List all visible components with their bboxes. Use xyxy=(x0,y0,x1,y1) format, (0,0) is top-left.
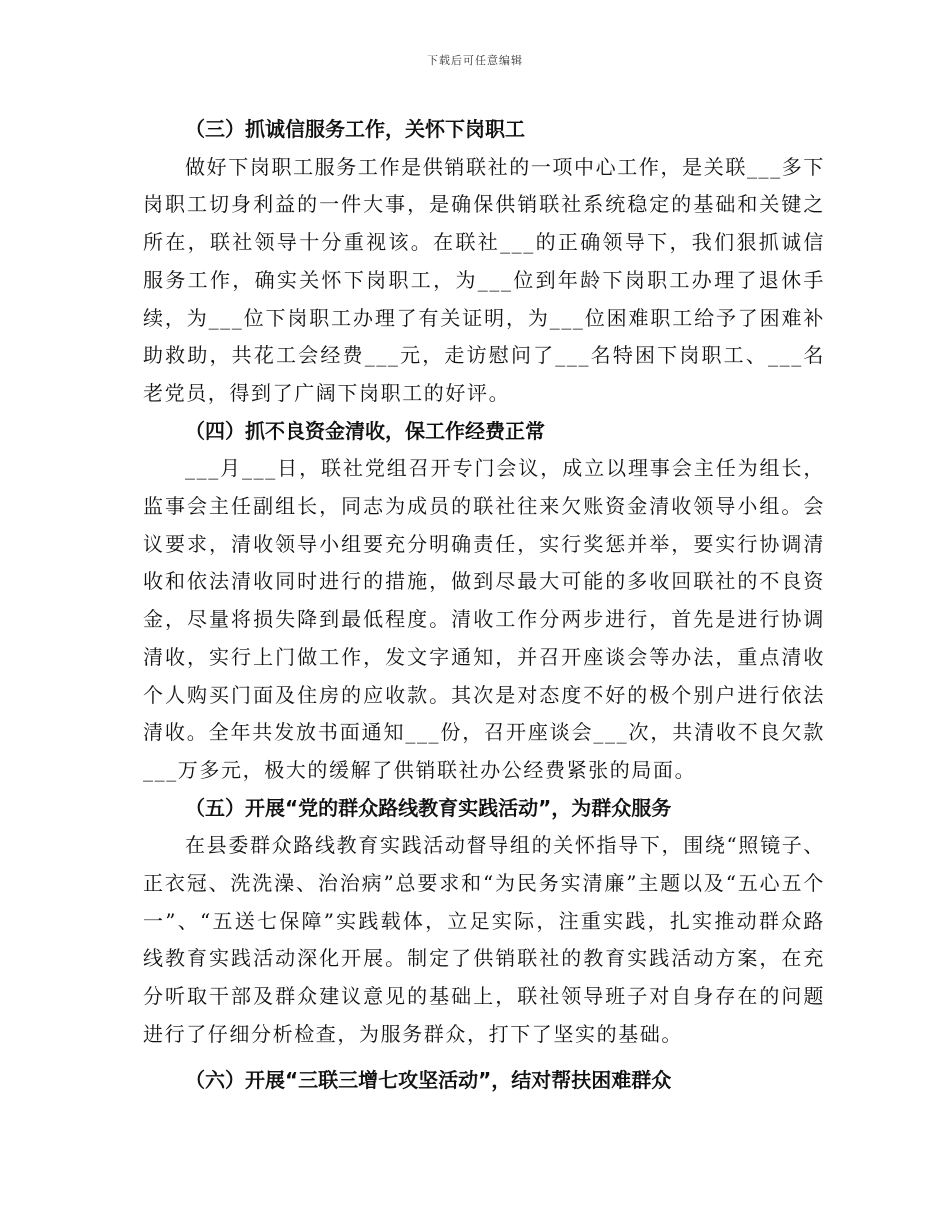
section-paragraph-3: 做好下岗职工服务工作是供销联社的一项中心工作，是关联___多下岗职工切身利益的一件大事，是确保供销联社系统稳定的基础和关键之所在，联社领导十分重视该。在联社___的正确领导下，我们狠抓诚信服务工作，确实关怀下岗职工，为___位到年龄下岗职工办理了退休手续，为___位下岗职工办理了有关证明，为___位困难职工给予了困难补助救助，共花工会经费___元，走访慰问了___名特困下岗职工、___名老党员，得到了广阔下岗职工的好评。 xyxy=(143,154,825,405)
section-paragraph-5: 在县委群众路线教育实践活动督导组的关怀指导下，围绕“照镜子、正衣冠、洗洗澡、治治病”总要求和“为民务实清廉”主题以及“五心五个一”、“五送七保障”实践载体，立足实际，注重实践，扎实推动群众路线教育实践活动深化开展。制定了供销联社的教育实践活动方案，在充分听取干部及群众建议意见的基础上，联社领导班子对自身存在的问题进行了仔细分析检查，为服务群众，打下了坚实的基础。 xyxy=(143,833,825,1046)
section-paragraph-4: ___月___日，联社党组召开专门会议，成立以理事会主任为组长，监事会主任副组长，同志为成员的联社往来欠账资金清收领导小组。会议要求，清收领导小组要充分明确责任，实行奖惩并举，要实行协调清收和依法清收同时进行的措施，做到尽最大可能的多收回联社的不良资金，尽量将损失降到最低程度。清收工作分两步进行，首先是进行协调清收，实行上门做工作，发文字通知，并召开座谈会等办法，重点清收个人购买门面及住房的应收款。其次是对态度不好的极个别户进行依法清收。全年共发放书面通知___份，召开座谈会___次，共清收不良欠款___万多元，极大的缓解了供销联社办公经费紧张的局面。 xyxy=(143,456,825,782)
section-heading-5: （五）开展“党的群众路线教育实践活动”，为群众服务 xyxy=(185,795,672,820)
document-body xyxy=(143,111,825,1099)
section-heading-3: （三）抓诚信服务工作，关怀下岗职工 xyxy=(185,117,525,141)
section-heading-6: （六）开展“三联三增七攻坚活动”，结对帮扶困难群众 xyxy=(185,1067,672,1092)
section-heading-4: （四）抓不良资金清收，保工作经费正常 xyxy=(185,418,545,443)
page-header: 下载后可任意编辑 xyxy=(427,54,523,67)
